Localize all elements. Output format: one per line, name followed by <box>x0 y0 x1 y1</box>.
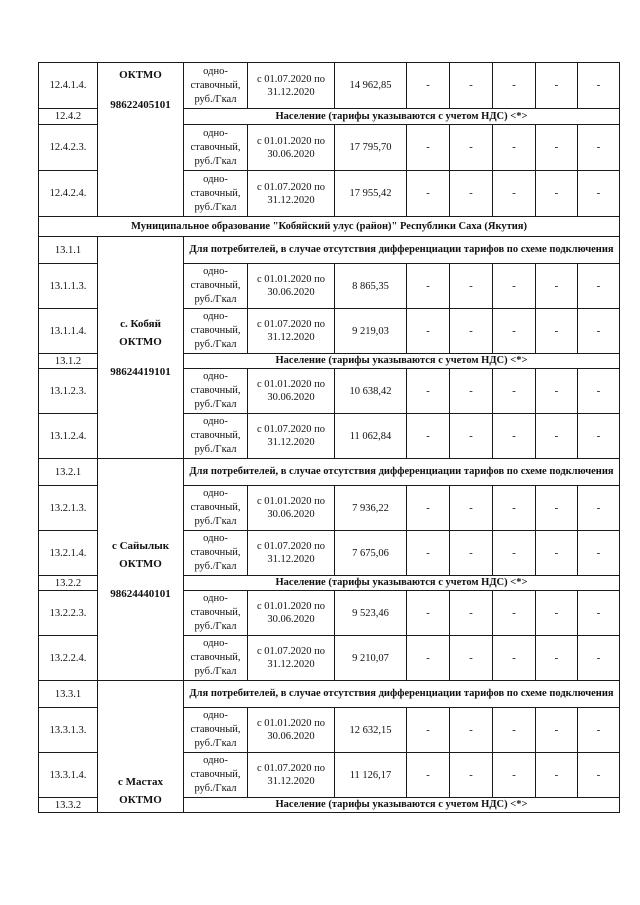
empty-dash-cell: - <box>536 636 578 681</box>
empty-dash-cell: - <box>578 309 620 354</box>
tariff-unit: одно-ставочный, руб./Гкал <box>184 369 248 414</box>
tariff-unit: одно-ставочный, руб./Гкал <box>184 309 248 354</box>
empty-dash-cell: - <box>407 591 450 636</box>
empty-dash-cell: - <box>407 531 450 576</box>
empty-dash-cell: - <box>407 708 450 753</box>
empty-dash-cell: - <box>493 753 536 798</box>
section-code: 12.4.2 <box>39 109 98 125</box>
tariff-period: с 01.07.2020 по 31.12.2020 <box>248 63 335 109</box>
section-label: Население (тарифы указываются с учетом НДС) <*> <box>184 109 620 125</box>
section-label: Население (тарифы указываются с учетом НДС) <*> <box>184 798 620 813</box>
empty-dash-cell: - <box>578 63 620 109</box>
empty-dash-cell: - <box>450 531 493 576</box>
section-label: Население (тарифы указываются с учетом НДС) <*> <box>184 576 620 591</box>
tariff-period: с 01.01.2020 по 30.06.2020 <box>248 708 335 753</box>
section-label: Для потребителей, в случае отсутствия дифференциации тарифов по схеме подключения <box>184 681 620 708</box>
section-header-row <box>39 681 620 708</box>
tariff-value: 11 062,84 <box>335 414 407 459</box>
empty-dash-cell: - <box>407 63 450 109</box>
section-code: 13.2.2 <box>39 576 98 591</box>
empty-dash-cell: - <box>536 125 578 171</box>
empty-dash-cell: - <box>578 708 620 753</box>
tariff-value: 10 638,42 <box>335 369 407 414</box>
tariff-value: 17 795,70 <box>335 125 407 171</box>
municipality-row <box>39 217 620 237</box>
settlement-name: с. Кобяй <box>120 317 161 330</box>
oktmo-label: ОКТМО <box>119 69 162 81</box>
empty-dash-cell: - <box>536 369 578 414</box>
row-code: 12.4.2.3. <box>39 125 98 171</box>
row-code: 13.1.1.3. <box>39 264 98 309</box>
empty-dash-cell: - <box>407 309 450 354</box>
empty-dash-cell: - <box>450 414 493 459</box>
tariff-period: с 01.07.2020 по 31.12.2020 <box>248 171 335 217</box>
section-code: 13.3.1 <box>39 681 98 708</box>
tariff-period: с 01.01.2020 по 30.06.2020 <box>248 486 335 531</box>
empty-dash-cell: - <box>450 708 493 753</box>
empty-dash-cell: - <box>450 369 493 414</box>
tariff-period: с 01.07.2020 по 31.12.2020 <box>248 636 335 681</box>
tariff-value: 8 865,35 <box>335 264 407 309</box>
empty-dash-cell: - <box>493 63 536 109</box>
empty-dash-cell: - <box>407 264 450 309</box>
empty-dash-cell: - <box>450 591 493 636</box>
settlement-name: с Мастах <box>118 776 163 788</box>
oktmo-code: 98622405101 <box>110 99 171 111</box>
tariff-period: с 01.07.2020 по 31.12.2020 <box>248 531 335 576</box>
oktmo-label: ОКТМО <box>119 557 162 570</box>
empty-dash-cell: - <box>578 369 620 414</box>
empty-dash-cell: - <box>450 309 493 354</box>
empty-dash-cell: - <box>407 636 450 681</box>
tariff-value: 17 955,42 <box>335 171 407 217</box>
settlement-cell <box>98 459 184 681</box>
oktmo-code: 98624419101 <box>110 365 171 378</box>
row-code: 12.4.1.4. <box>39 63 98 109</box>
tariff-unit: одно-ставочный, руб./Гкал <box>184 63 248 109</box>
empty-dash-cell: - <box>536 264 578 309</box>
empty-dash-cell: - <box>450 171 493 217</box>
empty-dash-cell: - <box>493 264 536 309</box>
row-code: 13.1.1.4. <box>39 309 98 354</box>
empty-dash-cell: - <box>450 125 493 171</box>
tariff-unit: одно-ставочный, руб./Гкал <box>184 753 248 798</box>
tariff-period: с 01.01.2020 по 30.06.2020 <box>248 125 335 171</box>
empty-dash-cell: - <box>493 414 536 459</box>
settlement-cell <box>98 63 184 217</box>
tariff-value: 12 632,15 <box>335 708 407 753</box>
section-code: 13.1.1 <box>39 237 98 264</box>
empty-dash-cell: - <box>536 753 578 798</box>
empty-dash-cell: - <box>578 486 620 531</box>
empty-dash-cell: - <box>578 414 620 459</box>
empty-dash-cell: - <box>536 171 578 217</box>
empty-dash-cell: - <box>450 636 493 681</box>
empty-dash-cell: - <box>407 369 450 414</box>
row-code: 13.1.2.3. <box>39 369 98 414</box>
tariff-unit: одно-ставочный, руб./Гкал <box>184 486 248 531</box>
section-header-row <box>39 459 620 486</box>
empty-dash-cell: - <box>536 486 578 531</box>
oktmo-label: ОКТМО <box>119 794 162 806</box>
tariff-value: 7 936,22 <box>335 486 407 531</box>
empty-dash-cell: - <box>578 264 620 309</box>
settlement-cell <box>98 681 184 813</box>
empty-dash-cell: - <box>536 531 578 576</box>
empty-dash-cell: - <box>407 414 450 459</box>
oktmo-label: ОКТМО <box>119 335 162 348</box>
section-label: Для потребителей, в случае отсутствия дифференциации тарифов по схеме подключения <box>184 237 620 264</box>
empty-dash-cell: - <box>493 636 536 681</box>
tariff-unit: одно-ставочный, руб./Гкал <box>184 531 248 576</box>
row-code: 13.2.1.3. <box>39 486 98 531</box>
empty-dash-cell: - <box>407 486 450 531</box>
empty-dash-cell: - <box>536 309 578 354</box>
tariff-value: 9 219,03 <box>335 309 407 354</box>
tariff-value: 11 126,17 <box>335 753 407 798</box>
empty-dash-cell: - <box>407 171 450 217</box>
oktmo-code: 98624440101 <box>110 587 171 600</box>
tariff-unit: одно-ставочный, руб./Гкал <box>184 414 248 459</box>
row-code: 13.2.2.4. <box>39 636 98 681</box>
tariff-value: 7 675,06 <box>335 531 407 576</box>
empty-dash-cell: - <box>578 531 620 576</box>
empty-dash-cell: - <box>578 171 620 217</box>
empty-dash-cell: - <box>536 591 578 636</box>
tariff-period: с 01.07.2020 по 31.12.2020 <box>248 414 335 459</box>
empty-dash-cell: - <box>450 753 493 798</box>
empty-dash-cell: - <box>536 708 578 753</box>
municipality-title: Муниципальное образование "Кобяйский улус (район)" Республики Саха (Якутия) <box>39 217 620 237</box>
section-code: 13.2.1 <box>39 459 98 486</box>
section-label: Для потребителей, в случае отсутствия дифференциации тарифов по схеме подключения <box>184 459 620 486</box>
empty-dash-cell: - <box>493 369 536 414</box>
empty-dash-cell: - <box>493 125 536 171</box>
empty-dash-cell: - <box>493 531 536 576</box>
section-code: 13.3.2 <box>39 798 98 813</box>
tariff-period: с 01.01.2020 по 30.06.2020 <box>248 369 335 414</box>
empty-dash-cell: - <box>450 264 493 309</box>
tariff-period: с 01.07.2020 по 31.12.2020 <box>248 753 335 798</box>
section-code: 13.1.2 <box>39 354 98 369</box>
tariff-table-body <box>39 63 620 813</box>
empty-dash-cell: - <box>578 125 620 171</box>
tariff-unit: одно-ставочный, руб./Гкал <box>184 591 248 636</box>
row-code: 13.3.1.4. <box>39 753 98 798</box>
tariff-value: 9 523,46 <box>335 591 407 636</box>
settlement-cell <box>98 237 184 459</box>
empty-dash-cell: - <box>578 636 620 681</box>
tariff-unit: одно-ставочный, руб./Гкал <box>184 125 248 171</box>
empty-dash-cell: - <box>536 63 578 109</box>
section-label: Население (тарифы указываются с учетом НДС) <*> <box>184 354 620 369</box>
tariff-table-page <box>38 62 619 830</box>
empty-dash-cell: - <box>578 591 620 636</box>
empty-dash-cell: - <box>578 753 620 798</box>
empty-dash-cell: - <box>493 486 536 531</box>
tariff-period: с 01.07.2020 по 31.12.2020 <box>248 309 335 354</box>
tariff-row <box>39 63 620 109</box>
empty-dash-cell: - <box>493 171 536 217</box>
empty-dash-cell: - <box>407 753 450 798</box>
row-code: 12.4.2.4. <box>39 171 98 217</box>
tariff-unit: одно-ставочный, руб./Гкал <box>184 636 248 681</box>
empty-dash-cell: - <box>493 708 536 753</box>
row-code: 13.2.1.4. <box>39 531 98 576</box>
tariff-unit: одно-ставочный, руб./Гкал <box>184 171 248 217</box>
empty-dash-cell: - <box>493 591 536 636</box>
tariff-unit: одно-ставочный, руб./Гкал <box>184 708 248 753</box>
row-code: 13.3.1.3. <box>39 708 98 753</box>
empty-dash-cell: - <box>536 414 578 459</box>
tariff-period: с 01.01.2020 по 30.06.2020 <box>248 591 335 636</box>
tariff-period: с 01.01.2020 по 30.06.2020 <box>248 264 335 309</box>
row-code: 13.1.2.4. <box>39 414 98 459</box>
tariff-unit: одно-ставочный, руб./Гкал <box>184 264 248 309</box>
empty-dash-cell: - <box>450 486 493 531</box>
settlement-name: с Сайылык <box>111 539 170 552</box>
empty-dash-cell: - <box>450 63 493 109</box>
tariff-table <box>38 62 620 813</box>
empty-dash-cell: - <box>493 309 536 354</box>
row-code: 13.2.2.3. <box>39 591 98 636</box>
section-header-row <box>39 237 620 264</box>
empty-dash-cell: - <box>407 125 450 171</box>
tariff-value: 14 962,85 <box>335 63 407 109</box>
tariff-value: 9 210,07 <box>335 636 407 681</box>
